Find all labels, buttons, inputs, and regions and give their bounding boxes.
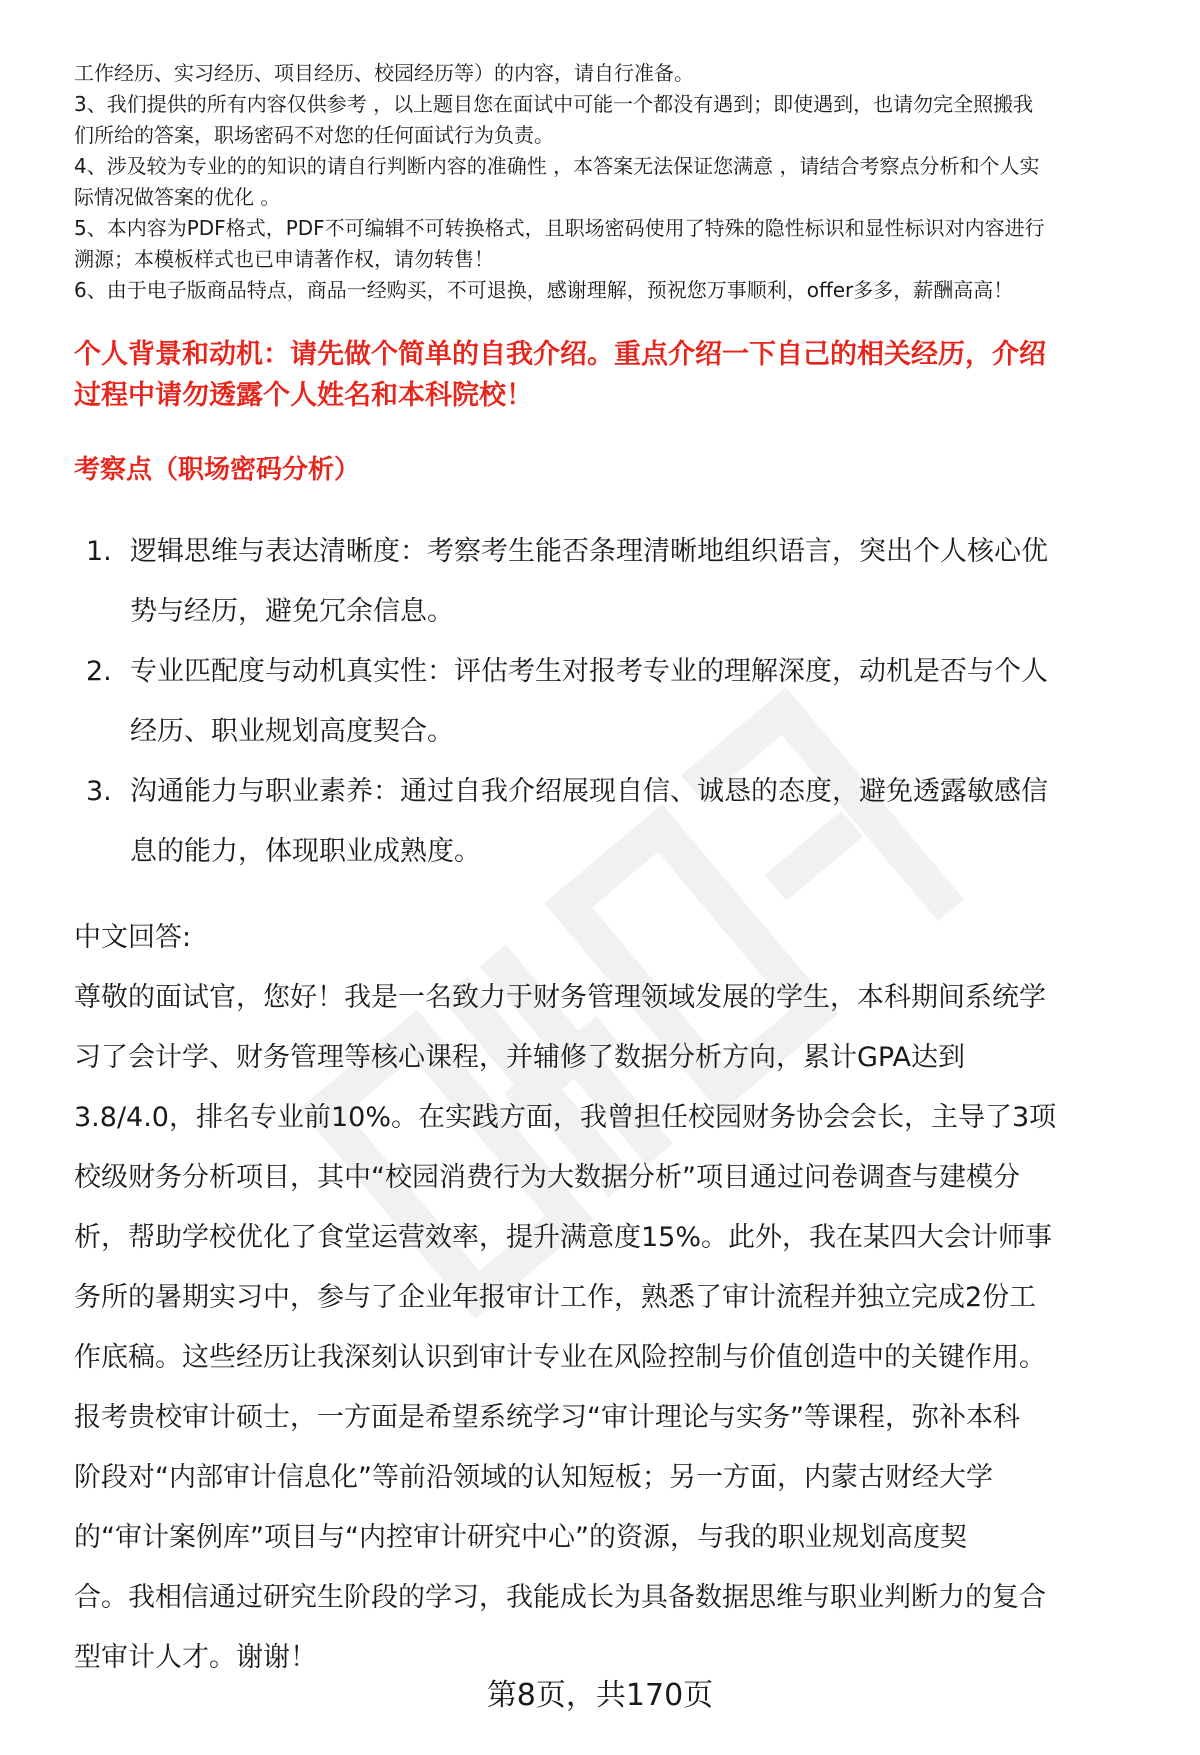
answer-heading: 中文回答: [74, 922, 192, 953]
answer-line: 尊敬的面试官，您好！我是一名致力于财务管理领域发展的学生，本科期间系统学 [74, 982, 1046, 1013]
answer-line: 作底稿。这些经历让我深刻认识到审计专业在风险控制与价值创造中的关键作用。 [74, 1342, 1046, 1373]
point-number: 3. [86, 776, 112, 807]
point-text: 逻辑思维与表达清晰度：考察考生能否条理清晰地组织语言，突出个人核心优 [130, 536, 1048, 567]
point-text: 沟通能力与职业素养：通过自我介绍展现自信、诚恳的态度，避免透露敏感信 [130, 776, 1048, 807]
assessment-point [74, 762, 1154, 882]
purchase-notes [74, 58, 1154, 306]
note-line: 6、由于电子版商品特点，商品一经购买，不可退换，感谢理解，预祝您万事顺利，offer多多，薪酬高高！ [74, 278, 1014, 302]
answer-line: 型审计人才。谢谢！ [74, 1642, 317, 1673]
answer-line: 阶段对“内部审计信息化”等前沿领域的认知短板；另一方面，内蒙古财经大学 [74, 1462, 993, 1493]
note-line: 际情况做答案的优化 。 [74, 185, 281, 209]
answer-line: 报考贵校审计硕士，一方面是希望系统学习“审计理论与实务”等课程，弥补本科 [74, 1402, 1020, 1433]
assessment-point [74, 522, 1154, 642]
interview-question [74, 334, 1154, 416]
note-line: 溯源；本模板样式也已申请著作权，请勿转售！ [74, 247, 494, 271]
answer-line: 3.8/4.0，排名专业前10%。在实践方面，我曾担任校园财务协会会长，主导了3项 [74, 1102, 1057, 1133]
answer-line: 务所的暑期实习中，参与了企业年报审计工作，熟悉了审计流程并独立完成2份工 [74, 1282, 1037, 1313]
point-text: 专业匹配度与动机真实性：评估考生对报考专业的理解深度，动机是否与个人 [130, 656, 1048, 687]
point-number: 1. [86, 536, 112, 567]
question-line: 过程中请勿透露个人姓名和本科院校！ [74, 380, 533, 411]
answer-line: 的“审计案例库”项目与“内控审计研究中心”的资源，与我的职业规划高度契 [74, 1522, 967, 1553]
page-number: 第8页，共170页 [486, 1678, 714, 1713]
point-number: 2. [86, 656, 112, 687]
assessment-points-title: 考察点（职场密码分析） [74, 455, 361, 485]
answer-line: 析，帮助学校优化了食堂运营效率，提升满意度15%。此外，我在某四大会计师事 [74, 1222, 1053, 1253]
assessment-point [74, 642, 1154, 762]
point-text: 息的能力，体现职业成熟度。 [130, 836, 481, 867]
assessment-points-list [74, 522, 1154, 882]
answer-line: 合。我相信通过研究生阶段的学习，我能成长为具备数据思维与职业判断力的复合 [74, 1582, 1046, 1613]
point-text: 经历、职业规划高度契合。 [130, 716, 454, 747]
note-line: 们所给的答案，职场密码不对您的任何面试行为负责。 [74, 123, 554, 147]
sample-answer [74, 908, 1154, 1688]
question-line: 个人背景和动机：请先做个简单的自我介绍。重点介绍一下自己的相关经历，介绍 [74, 339, 1046, 370]
note-line: 4、涉及较为专业的的知识的请自行判断内容的准确性 ，本答案无法保证您满意 ，请结合考察点分析和个人实 [74, 154, 1040, 178]
note-line: 3、我们提供的所有内容仅供参考 ，以上题目您在面试中可能一个都没有遇到；即使遇到，也请勿完全照搬我 [74, 92, 1034, 116]
note-line: 5、本内容为PDF格式，PDF不可编辑不可转换格式，且职场密码使用了特殊的隐性标识和显性标识对内容进行 [74, 216, 1045, 240]
answer-line: 习了会计学、财务管理等核心课程，并辅修了数据分析方向，累计GPA达到 [74, 1042, 965, 1073]
answer-line: 校级财务分析项目，其中“校园消费行为大数据分析”项目通过问卷调查与建模分 [74, 1162, 1020, 1193]
note-line: 工作经历、实习经历、项目经历、校园经历等）的内容，请自行准备。 [74, 61, 694, 85]
point-text: 势与经历，避免冗余信息。 [130, 596, 454, 627]
